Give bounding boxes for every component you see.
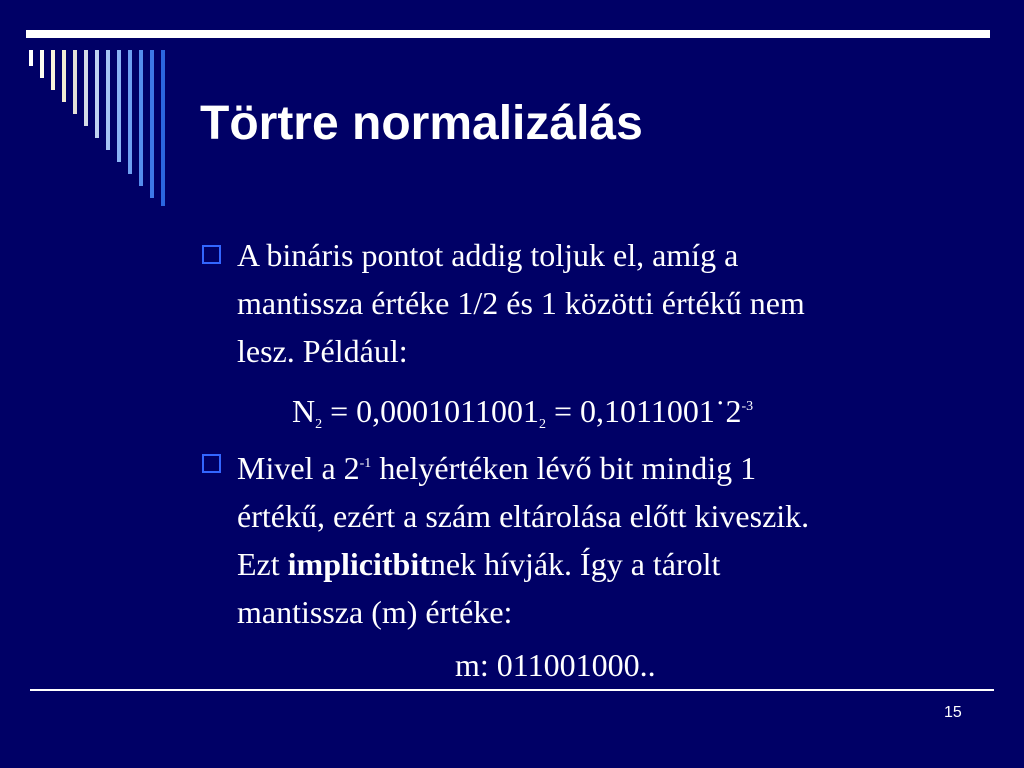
formula-normalized-value: = 0,1011001˙2 — [545, 393, 742, 429]
decor-bar — [150, 50, 154, 198]
decor-bar — [73, 50, 77, 114]
decor-bar — [40, 50, 44, 78]
formula-exponent: -3 — [741, 399, 754, 414]
formula-n-subscript: 2 — [315, 417, 323, 432]
bullet-text — [237, 231, 977, 375]
decor-bar — [139, 50, 143, 186]
top-rule — [26, 30, 990, 38]
decor-bar — [62, 50, 66, 102]
bullet-line-part: helyértéken lévő bit mindig 1 — [371, 450, 757, 486]
formula-mantissa: m: 011001000.. — [455, 647, 656, 683]
bullet-line: értékű, ezért a szám eltárolása előtt kiveszik. — [237, 498, 810, 534]
bullet-line-part: Mivel a 2 — [237, 450, 360, 486]
decor-bar — [128, 50, 132, 174]
decor-bar — [117, 50, 121, 162]
page-number: 15 — [944, 704, 962, 721]
bullet-line-part: nek hívják. Így a tárolt — [429, 546, 721, 582]
decor-bar — [106, 50, 110, 150]
square-bullet-icon — [202, 245, 221, 264]
formula-n: N — [292, 393, 316, 429]
bullet-line-part: Ezt — [237, 546, 288, 582]
slide-title: Törtre normalizálás — [200, 97, 643, 150]
bottom-rule — [30, 689, 994, 691]
bullet-superscript: -1 — [359, 456, 372, 471]
bullet-text — [237, 440, 977, 636]
decor-bar — [161, 50, 165, 206]
bullet-line: lesz. Például: — [237, 333, 408, 369]
bullet-line: mantissza (m) értéke: — [237, 594, 513, 630]
formula-binary-value: = 0,0001011001 — [322, 393, 539, 429]
square-bullet-icon — [202, 454, 221, 473]
bullet-line: A bináris pontot addig toljuk el, amíg a — [237, 237, 739, 273]
bullet-line: mantissza értéke 1/2 és 1 közötti értékű nem — [237, 285, 805, 321]
decor-bar — [29, 50, 33, 66]
decor-bar — [51, 50, 55, 90]
bullet-bold-term: implicitbit — [287, 546, 430, 582]
formula-value-subscript: 2 — [538, 417, 546, 432]
decor-bar — [95, 50, 99, 138]
decor-bar — [84, 50, 88, 126]
